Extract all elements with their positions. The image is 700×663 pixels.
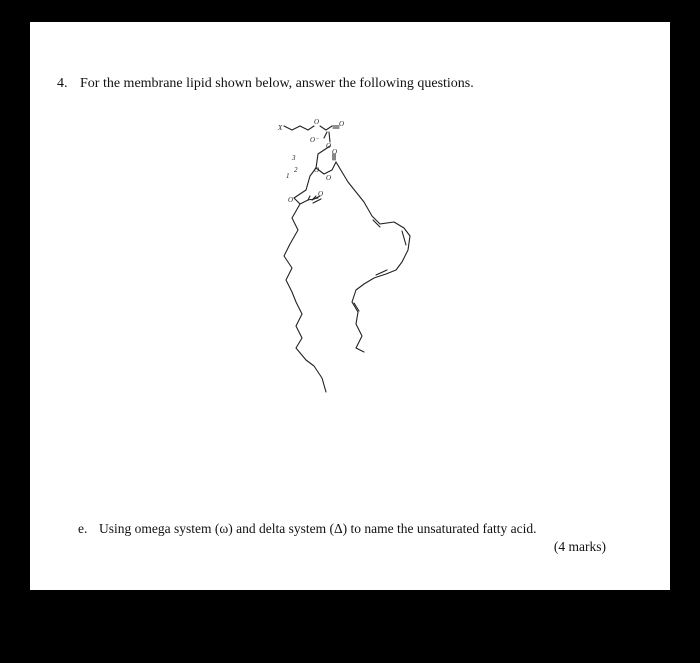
label-o-glyc: O	[314, 166, 320, 174]
label-p-o1: O	[339, 120, 345, 128]
part-e-text: Using omega system (ω) and delta system (Δ) to name the unsaturated fatty acid.	[99, 521, 537, 536]
lipid-structure-diagram	[30, 22, 670, 590]
sn1-chain	[284, 204, 326, 392]
label-x: X	[278, 124, 283, 132]
question-number: 4.	[57, 76, 68, 91]
question-text: For the membrane lipid shown below, answer the following questions.	[80, 76, 474, 91]
carbon-number-2: 2	[294, 166, 298, 174]
carbon-number-3: 3	[292, 154, 296, 162]
glycerol-backbone	[294, 146, 330, 198]
label-o-minus: O⁻	[310, 136, 319, 144]
part-e-letter: e.	[78, 521, 88, 536]
label-o-head: O	[314, 118, 320, 126]
sn2-double-bond-2	[402, 231, 406, 245]
label-p-o2: O	[326, 142, 332, 150]
carbon-number-1: 1	[286, 172, 290, 180]
phosphate-bonds	[320, 126, 332, 142]
label-o-acyl2: O	[332, 148, 338, 156]
label-o-acyl1-carbonyl: O	[318, 190, 324, 198]
document-page	[30, 22, 670, 590]
label-o-acyl1: O	[288, 196, 294, 204]
label-o-acyl2-carbonyl: O	[326, 174, 332, 182]
sn2-chain	[336, 162, 410, 352]
part-e-marks: (4 marks)	[553, 539, 606, 554]
head-group-chain	[284, 126, 314, 130]
